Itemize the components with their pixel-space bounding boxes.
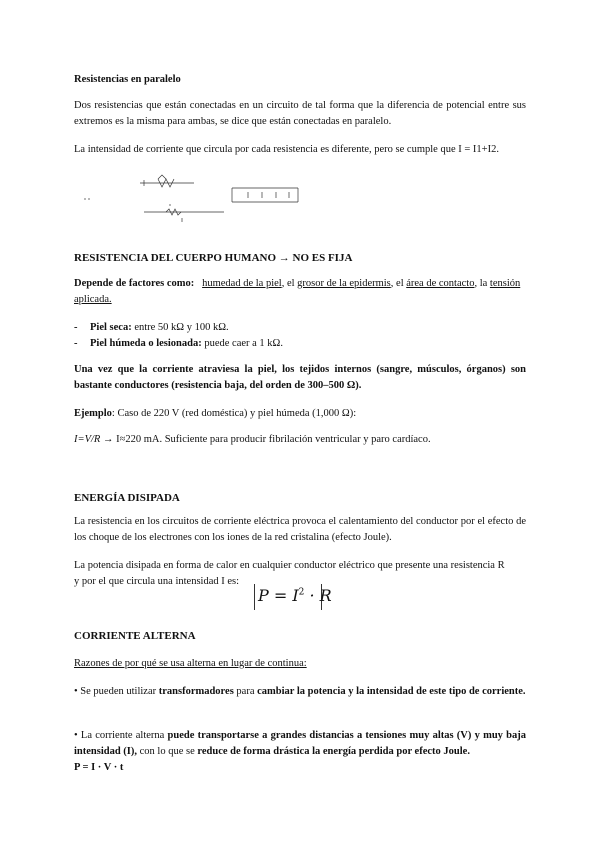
factor-epidermis: grosor de la epidermis bbox=[297, 278, 391, 289]
section-heading-dissipated-energy: ENERGÍA DISIPADA bbox=[74, 492, 180, 504]
paragraph-joule-effect: La resistencia en los circuitos de corriente eléctrica provoca el calentamiento del conductor por el efecto de los choque de los electrones con los iones de la red cristalina (efecto Joule). bbox=[74, 516, 526, 543]
factor-separator: , el bbox=[390, 278, 407, 289]
paragraph-power-line1: La potencia disipada en forma de calor en cualquier conductor eléctrico que presente una resistencia R bbox=[74, 560, 505, 571]
bullet-label: Piel seca: bbox=[90, 322, 132, 333]
text-run: con lo que se bbox=[137, 746, 198, 757]
paragraph-current-sum: La intensidad de corriente que circula por cada resistencia es diferente, pero se cumple que I = I1+I2. bbox=[74, 144, 499, 155]
section-heading-body-resistance: RESISTENCIA DEL CUERPO HUMANO → NO ES FIJA bbox=[74, 252, 353, 264]
arrow: → bbox=[100, 434, 117, 445]
paragraph-parallel-definition: Dos resistencias que están conectadas en un circuito de tal forma que la diferencia de potencial entre sus extremos es la misma para ambas, se dice que están conectadas en paralelo. bbox=[74, 100, 526, 127]
text-run-bold: cambiar la potencia y la intensidad de este tipo de corriente. bbox=[257, 686, 526, 697]
factors-label: Depende de factores como: bbox=[74, 278, 195, 289]
example-label: Ejemplo bbox=[74, 408, 112, 419]
example-text: : Caso de 220 V (red doméstica) y piel húmeda (1,000 Ω): bbox=[111, 408, 357, 419]
calculation-result: I≈220 mA. Suficiente para producir fibrilación ventricular y paro cardíaco. bbox=[116, 434, 431, 445]
paragraph-calculation bbox=[74, 432, 526, 448]
bullet-text: entre 50 kΩ y 100 kΩ. bbox=[131, 322, 229, 333]
paragraph-internal-tissues: Una vez que la corriente atraviesa la piel, los tejidos internos (sangre, músculos, órganos) son bastante conductores (resistencia baja, del orden de 300–500 Ω). bbox=[74, 364, 526, 391]
power-energy-formula: P = I · V · t bbox=[74, 762, 124, 773]
paragraph-factors bbox=[74, 276, 526, 308]
list-item bbox=[74, 320, 229, 336]
dash-bullet: - bbox=[74, 322, 78, 333]
text-run: para bbox=[233, 686, 258, 697]
section-heading-parallel: Resistencias en paralelo bbox=[74, 74, 181, 85]
subheading-reasons: Razones de por qué se usa alterna en lugar de continua: bbox=[74, 658, 307, 669]
list-item bbox=[74, 336, 283, 352]
paragraph-transformers bbox=[74, 684, 526, 700]
formula-rhs: · R bbox=[304, 586, 332, 605]
factor-separator: , el bbox=[281, 278, 298, 289]
factor-humidity: humedad de la piel bbox=[202, 278, 282, 289]
paragraph-power-line2: y por el que circula una intensidad I es: bbox=[74, 576, 240, 587]
bullet-label: Piel húmeda o lesionada: bbox=[90, 338, 202, 349]
factor-voltage: tensión aplicada. bbox=[74, 278, 521, 305]
paragraph-transport bbox=[74, 728, 526, 776]
text-run-bold: puede transportarse a grandes distancias a tensiones muy altas (V) y muy baja intensidad (I), bbox=[74, 730, 526, 757]
formula-exponent: 2 bbox=[298, 587, 305, 598]
factor-contact-area: área de contacto bbox=[406, 278, 475, 289]
section-heading-alternating-current: CORRIENTE ALTERNA bbox=[74, 630, 196, 642]
formula-lhs: P = I bbox=[258, 586, 299, 605]
text-run-bold: transformadores bbox=[158, 686, 234, 697]
ohm-formula: I=V/R bbox=[74, 434, 101, 445]
paragraph-example bbox=[74, 406, 526, 422]
dash-bullet: - bbox=[74, 338, 78, 349]
text-run: • Se pueden utilizar bbox=[74, 686, 159, 697]
power-formula bbox=[258, 586, 332, 605]
text-run: • La corriente alterna bbox=[74, 730, 168, 741]
text-run-bold: reduce de forma drástica la energía perdida por efecto Joule. bbox=[197, 746, 470, 757]
factor-separator: , la bbox=[474, 278, 490, 289]
circuit-diagram-figure bbox=[74, 166, 314, 228]
bullet-text: puede caer a 1 kΩ. bbox=[201, 338, 283, 349]
